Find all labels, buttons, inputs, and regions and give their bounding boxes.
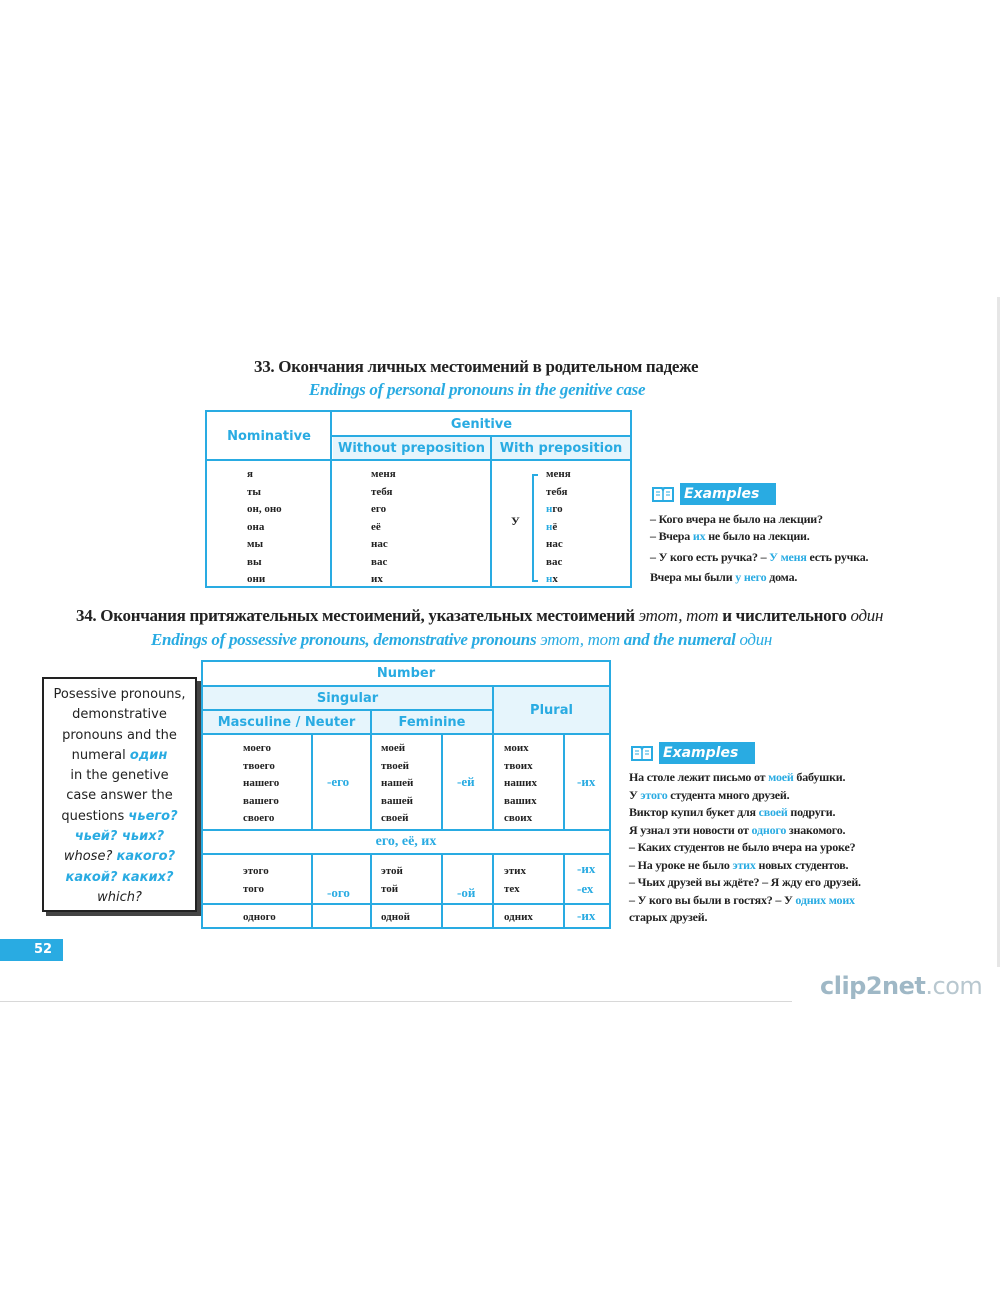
note-line <box>44 847 195 867</box>
divider <box>492 854 494 927</box>
example-highlight: этих <box>732 857 756 872</box>
divider <box>207 459 630 461</box>
example-sentence <box>629 770 845 785</box>
note-text: numeral <box>71 747 130 763</box>
demonstrative-masculine: этого <box>243 865 269 877</box>
title-ru-part: и числительного <box>718 606 851 625</box>
demonstrative-plural: тех <box>504 882 520 895</box>
prefix-n: н <box>546 573 553 585</box>
ending-ey: -ей <box>457 774 475 789</box>
example-highlight: у него <box>735 570 767 584</box>
book-icon <box>652 486 674 502</box>
possessive-masculine: своего <box>243 812 275 824</box>
demonstrative-masculine: того <box>243 882 264 895</box>
word-odnogo: одного <box>243 911 276 923</box>
example-text: дома. <box>766 570 798 584</box>
example-text: не было на лекции. <box>705 529 810 543</box>
note-line: какой? каких? <box>65 869 174 885</box>
divider <box>203 903 609 905</box>
example-sentence <box>650 550 868 565</box>
example-text: У <box>629 787 641 802</box>
title-ru-part: 34. Окончания притяжательных местоимений, указательных местоимений <box>76 606 639 625</box>
nominative-pronoun: он, оно <box>247 503 282 515</box>
divider <box>331 435 630 437</box>
pronoun-rest: х <box>552 573 558 585</box>
possessive-masculine: вашего <box>243 794 279 807</box>
possessive-feminine: нашей <box>381 777 414 789</box>
note-line: pronouns and the <box>62 727 177 743</box>
example-highlight: одних моих <box>795 892 855 907</box>
note-line: in the genetive <box>70 768 169 784</box>
example-text: – У кого вы были в гостях? – У <box>629 892 796 907</box>
divider <box>441 854 443 927</box>
title-en-part: этот, тот <box>540 630 620 649</box>
prefix-n: н <box>546 520 553 533</box>
header-number: Number <box>203 662 609 685</box>
example-sentence <box>650 570 797 585</box>
example-text: – Чьих друзей вы ждёте? – Я жду его друзей. <box>629 875 861 889</box>
header-genitive: Genitive <box>333 412 630 436</box>
note-line <box>44 807 195 827</box>
header-with-preposition: With preposition <box>492 437 630 460</box>
title-ru-part: этот, тот <box>638 606 719 625</box>
possessive-masculine: моего <box>243 742 271 754</box>
nominative-pronoun: я <box>247 468 253 480</box>
divider <box>203 853 609 855</box>
note-highlight: чьего? <box>128 808 178 824</box>
example-sentence <box>629 875 861 890</box>
divider <box>563 854 565 927</box>
possessive-feminine: твоей <box>381 759 409 772</box>
ending-ego: -его <box>327 774 350 789</box>
divider <box>492 734 494 830</box>
note-text: questions <box>61 808 129 824</box>
example-sentence <box>650 529 810 544</box>
note-line: Posessive pronouns, <box>53 687 186 702</box>
possessive-feminine: своей <box>381 812 409 824</box>
genitive-with-preposition: тебя <box>546 485 568 498</box>
word-odnikh: одних <box>504 911 533 923</box>
page-bottom-rule <box>0 1001 792 1002</box>
nominative-pronoun: ты <box>247 485 261 498</box>
note-box <box>42 677 197 912</box>
divider <box>203 733 609 735</box>
title-en-part: Endings of possessive pronouns, demonstrative pronouns <box>151 630 541 649</box>
genitive-pronoun: его <box>371 503 387 515</box>
example-text: студента много друзей. <box>667 787 790 802</box>
example-text: есть ручка. <box>806 550 869 564</box>
ending-ekh: -ех <box>577 881 594 896</box>
possessive-masculine: нашего <box>243 777 280 789</box>
demonstrative-plural: этих <box>504 865 526 877</box>
possessive-plural: наших <box>504 777 537 789</box>
preposition-u: У <box>511 514 520 528</box>
pronoun-rest: го <box>552 503 563 515</box>
example-highlight: одного <box>751 822 787 837</box>
ending-oy: -ой <box>457 885 476 900</box>
example-text: новых студентов. <box>755 857 849 872</box>
divider <box>370 710 372 734</box>
personal-pronouns-table <box>205 410 632 588</box>
divider <box>370 734 372 830</box>
header-nominative: Nominative <box>207 412 331 460</box>
examples-label: Examples <box>659 742 755 764</box>
note-text: whose? <box>63 849 117 865</box>
demonstrative-feminine: той <box>381 882 399 895</box>
divider <box>490 436 492 586</box>
title-en-part: один <box>739 630 773 649</box>
example-sentence <box>629 858 848 873</box>
example-sentence <box>629 788 789 803</box>
book-icon <box>631 745 653 761</box>
title-ru-part: один <box>850 606 884 625</box>
possessive-plural: моих <box>504 742 529 754</box>
example-text: – У кого есть ручка? – <box>650 550 770 564</box>
word-odnoy: одной <box>381 911 410 923</box>
possessive-feminine: моей <box>381 742 406 754</box>
example-sentence <box>629 823 845 838</box>
header-singular: Singular <box>203 687 492 710</box>
divider <box>563 734 565 830</box>
section34-title-en <box>151 630 772 650</box>
row-label-ego-eyo-ikh: его, её, их <box>203 831 609 853</box>
example-text: – Каких студентов не было вчера на уроке? <box>629 840 856 854</box>
note-line: demonstrative <box>72 707 167 723</box>
watermark-logo <box>820 972 982 1000</box>
header-feminine: Feminine <box>372 711 492 733</box>
section33-title-en: Endings of personal pronouns in the genitive case <box>309 380 646 399</box>
prefix-n: н <box>546 503 553 515</box>
example-sentence <box>629 840 855 855</box>
example-text: – Вчера <box>650 529 693 543</box>
genitive-with-preposition: меня <box>546 468 571 480</box>
example-text: подруги. <box>787 805 836 819</box>
example-sentence <box>629 910 707 925</box>
example-text: – Кого вчера не было на лекции? <box>650 512 823 526</box>
example-text: старых друзей. <box>629 910 708 924</box>
nominative-pronoun: они <box>247 573 266 585</box>
ending-ogo: -ого <box>327 885 350 900</box>
example-highlight: их <box>692 529 706 543</box>
section34-title-ru <box>76 606 883 626</box>
nominative-pronoun: она <box>247 520 265 533</box>
example-highlight: этого <box>640 787 668 802</box>
note-line: case answer the <box>66 788 173 804</box>
example-highlight: своей <box>758 805 788 819</box>
genitive-with-preposition: нас <box>546 538 563 550</box>
watermark-suffix: .com <box>925 972 983 1000</box>
nominative-pronoun: мы <box>247 538 264 550</box>
possessive-masculine: твоего <box>243 759 275 772</box>
preposition-bracket <box>532 474 538 582</box>
ending-ikh: -их <box>577 908 596 923</box>
possessive-plural: своих <box>504 812 533 824</box>
example-highlight: моей <box>768 770 794 784</box>
note-line: чьей? чьих? <box>74 829 165 845</box>
genitive-pronoun: вас <box>371 555 388 568</box>
possessive-pronouns-table <box>201 660 611 929</box>
genitive-with-preposition <box>546 504 563 515</box>
possessive-plural: твоих <box>504 759 533 772</box>
nominative-pronoun: вы <box>247 555 262 568</box>
genitive-with-preposition: вас <box>546 555 563 568</box>
example-text: Вчера мы были <box>650 570 736 584</box>
page-number-tab <box>0 939 63 961</box>
demonstrative-feminine: этой <box>381 865 403 877</box>
page-number: 52 <box>34 942 53 957</box>
ending-ikh: -их <box>577 774 596 789</box>
example-sentence <box>629 893 855 908</box>
example-highlight: У меня <box>769 550 807 564</box>
genitive-pronoun: тебя <box>371 485 393 498</box>
divider <box>492 686 494 734</box>
example-text: Я узнал эти новости от <box>629 822 752 837</box>
section33-title-ru: 33. Окончания личных местоимений в родительном падеже <box>254 357 699 376</box>
example-text: знакомого. <box>786 822 846 837</box>
example-sentence <box>650 512 823 527</box>
divider <box>311 734 313 830</box>
divider <box>311 854 313 927</box>
genitive-with-preposition <box>546 522 557 533</box>
header-without-preposition: Without preposition <box>333 437 490 460</box>
divider <box>441 734 443 830</box>
note-highlight: один <box>129 747 168 763</box>
example-sentence <box>629 805 835 820</box>
possessive-feminine: вашей <box>381 794 413 807</box>
divider <box>370 854 372 927</box>
example-text: На столе лежит письмо от <box>629 770 769 784</box>
genitive-with-preposition <box>546 574 558 585</box>
pronoun-rest: ё <box>552 520 558 533</box>
ending-ikh: -их <box>577 861 596 876</box>
title-en-part: and the numeral <box>619 630 740 649</box>
possessive-plural: ваших <box>504 794 537 807</box>
genitive-pronoun: их <box>371 573 383 585</box>
genitive-pronoun: меня <box>371 468 396 480</box>
note-line: which? <box>97 889 142 905</box>
example-text: Виктор купил букет для <box>629 805 759 819</box>
examples-label: Examples <box>680 483 776 505</box>
genitive-pronoun: её <box>371 520 381 533</box>
example-text: бабушки. <box>793 770 846 784</box>
note-line <box>44 746 195 766</box>
header-masculine-neuter: Masculine / Neuter <box>203 711 370 733</box>
genitive-pronoun: нас <box>371 538 388 550</box>
note-highlight: какого? <box>116 849 176 865</box>
header-plural: Plural <box>494 687 609 733</box>
watermark-text: clip2net <box>820 972 926 1000</box>
example-text: – На уроке не было <box>629 857 733 872</box>
divider <box>330 412 332 586</box>
